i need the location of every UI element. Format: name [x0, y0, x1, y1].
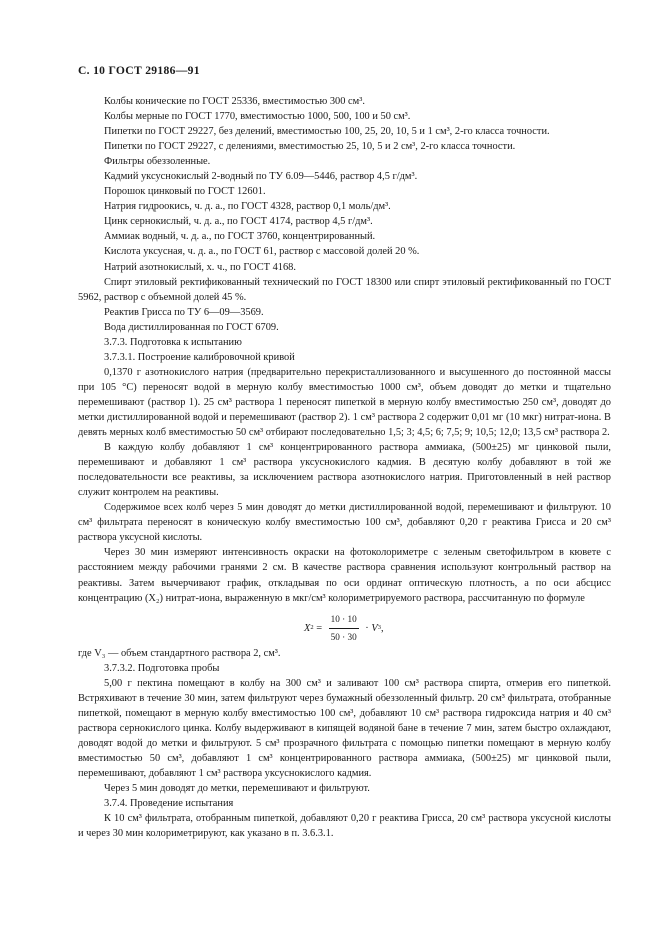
paragraph: Кадмий уксуснокислый 2-водный по ТУ 6.09—5446, раствор 4,5 г/дм³.	[104, 171, 418, 183]
paragraph: Цинк сернокислый, ч. д. а., по ГОСТ 4174, раствор 4,5 г/дм³.	[104, 216, 373, 228]
formula: X 2 = $\frac{10 \cdot 10}{50 \cdot 30}$ · V 3 ,	[304, 612, 384, 645]
paragraph: Натрий азотнокислый, х. ч., по ГОСТ 4168.	[104, 261, 296, 273]
paragraph: где V₃ — объем стандартного раствора 2, см³.	[78, 647, 281, 659]
paragraph: Через 30 мин измеряют интенсивность окраски на фотоколориметре с зеленым светофильтром в кювете с расстоянием между рабочими гранями 2 см. В качестве раствора сравнения используют контрольный раствор на реактивы. Затем вычерчивают график, откладывая по оси ординат оптическую плотность, а по оси абсцисс концентрацию (X₂) нитрат-иона, выраженную в мкг/см³ колориметрируемого раствора, рассчитанную по формуле	[78, 547, 611, 604]
formula-multiply: ·	[362, 622, 372, 634]
paragraph: Пипетки по ГОСТ 29227, с делениями, вместимостью 25, 10, 5 и 2 см³, 2-го класса точности.	[104, 141, 516, 153]
paragraph: Фильтры обеззоленные.	[104, 156, 211, 168]
paragraph: Реактив Грисса по ТУ 6—09—3569.	[104, 306, 264, 318]
formula-tail: ,	[380, 622, 384, 634]
formula-denominator: 50 · 30	[330, 631, 357, 642]
document-body	[78, 94, 611, 841]
paragraph: 5,00 г пектина помещают в колбу на 300 см³ и заливают 100 см³ раствора спирта, отмерив его пипеткой. Встряхивают в течение 30 мин, затем фильтруют через бумажный обеззоленный фильтр. 20 см³ фильтрата, отобранные пипеткой, помещают в мерную колбу вместимостью 100 см³, добавляют 10 см³ раствора гидроксида натрия и 40 см³ раствора сернокислого цинка. Колбу выдерживают в кипящей водяной бане в течение 7 мин, затем быстро охлаждают, доводят водой до метки и фильтруют. 5 см³ прозрачного фильтрата с помощью пипетки помещают в мерную колбу вместимостью 50 см³, добавляют 1 см³ концентрированного раствора аммиака, (500±25) мг цинковой пыли, перемешивают, добавляют 1 см³ раствора уксуснокислого кадмия.	[78, 677, 611, 779]
section-heading: 3.7.3. Подготовка к испытанию	[104, 336, 242, 348]
formula-fraction	[329, 612, 359, 645]
paragraph: 0,1370 г азотнокислого натрия (предварительно перекристаллизованного и высушенного до постоянной массы при 105 °С) переносят водой в мерную колбу вместимостью 1000 см³, объем доводят до метки и тщательно перемешивают (раствор 1). 25 см³ раствора 1 переносят пипеткой в мерную колбу вместимостью 250 см³, доводят до метки дистиллированной водой и перемешивают (раствор 2). 1 см³ раствора 2 содержит 0,01 мг (10 мкг) нитрат-иона. В девять мерных колб вместимостью 50 см³ отбирают последовательно 1,5; 3; 4,5; 6; 7,5; 9; 10,5; 12,0; 13,5 см³ раствора 2.	[78, 366, 611, 439]
subsection-heading: 3.7.3.2. Подготовка пробы	[104, 662, 220, 674]
subsection-heading: 3.7.3.1. Построение калибровочной кривой	[104, 351, 295, 363]
formula-rhs-var: V	[371, 622, 378, 634]
paragraph: Натрия гидроокись, ч. д. а., по ГОСТ 4328, раствор 0,1 моль/дм³.	[104, 201, 391, 213]
paragraph: Пипетки по ГОСТ 29227, без делений, вместимостью 100, 25, 20, 10, 5 и 1 см³, 2-го класса точности.	[104, 126, 550, 138]
section-heading: 3.7.4. Проведение испытания	[104, 798, 234, 810]
paragraph: Порошок цинковый по ГОСТ 12601.	[104, 186, 266, 198]
paragraph: В каждую колбу добавляют 1 см³ концентрированного раствора аммиака, (500±25) мг цинковой пыли, перемешивают и добавляют 1 см³ раствора уксуснокислого кадмия. В десятую колбу добавляют в той же последовательности все реактивы, за исключением раствора азотнокислого натрия. Приготовленный в ней раствор служит контролем на реактивы.	[78, 442, 611, 499]
paragraph: К 10 см³ фильтрата, отобранным пипеткой, добавляют 0,20 г реактива Грисса, 20 см³ раствора уксусной кислоты и через 30 мин колориметрируют, как указано в п. 3.6.3.1.	[78, 813, 611, 840]
paragraph: Спирт этиловый ректификованный технический по ГОСТ 18300 или спирт этиловый ректификованный по ГОСТ 5962, раствор с объемной долей 45 %.	[78, 276, 611, 303]
paragraph: Аммиак водный, ч. д. а., по ГОСТ 3760, концентрированный.	[104, 231, 376, 243]
formula-numerator: 10 · 10	[329, 612, 359, 629]
paragraph: Через 5 мин доводят до метки, перемешивают и фильтруют.	[104, 783, 370, 795]
paragraph: Кислота уксусная, ч. д. а., по ГОСТ 61, раствор с массовой долей 20 %.	[104, 246, 420, 258]
formula-block	[78, 606, 611, 646]
paragraph: Колбы конические по ГОСТ 25336, вместимостью 300 см³.	[104, 96, 365, 107]
paragraph: Содержимое всех колб через 5 мин доводят до метки дистиллированной водой, перемешивают и фильтруют. 10 см³ фильтрата переносят в коническую колбу вместимостью 100 см³, добавляют 0,20 г реактива Грисса и 20 см³ раствора уксусной кислоты.	[78, 502, 611, 544]
page-header: С. 10 ГОСТ 29186—91	[78, 64, 200, 77]
formula-lhs-var: X	[304, 622, 311, 634]
formula-equals: =	[313, 622, 325, 634]
paragraph: Колбы мерные по ГОСТ 1770, вместимостью 1000, 500, 100 и 50 см³.	[104, 111, 411, 123]
paragraph: Вода дистиллированная по ГОСТ 6709.	[104, 321, 279, 333]
